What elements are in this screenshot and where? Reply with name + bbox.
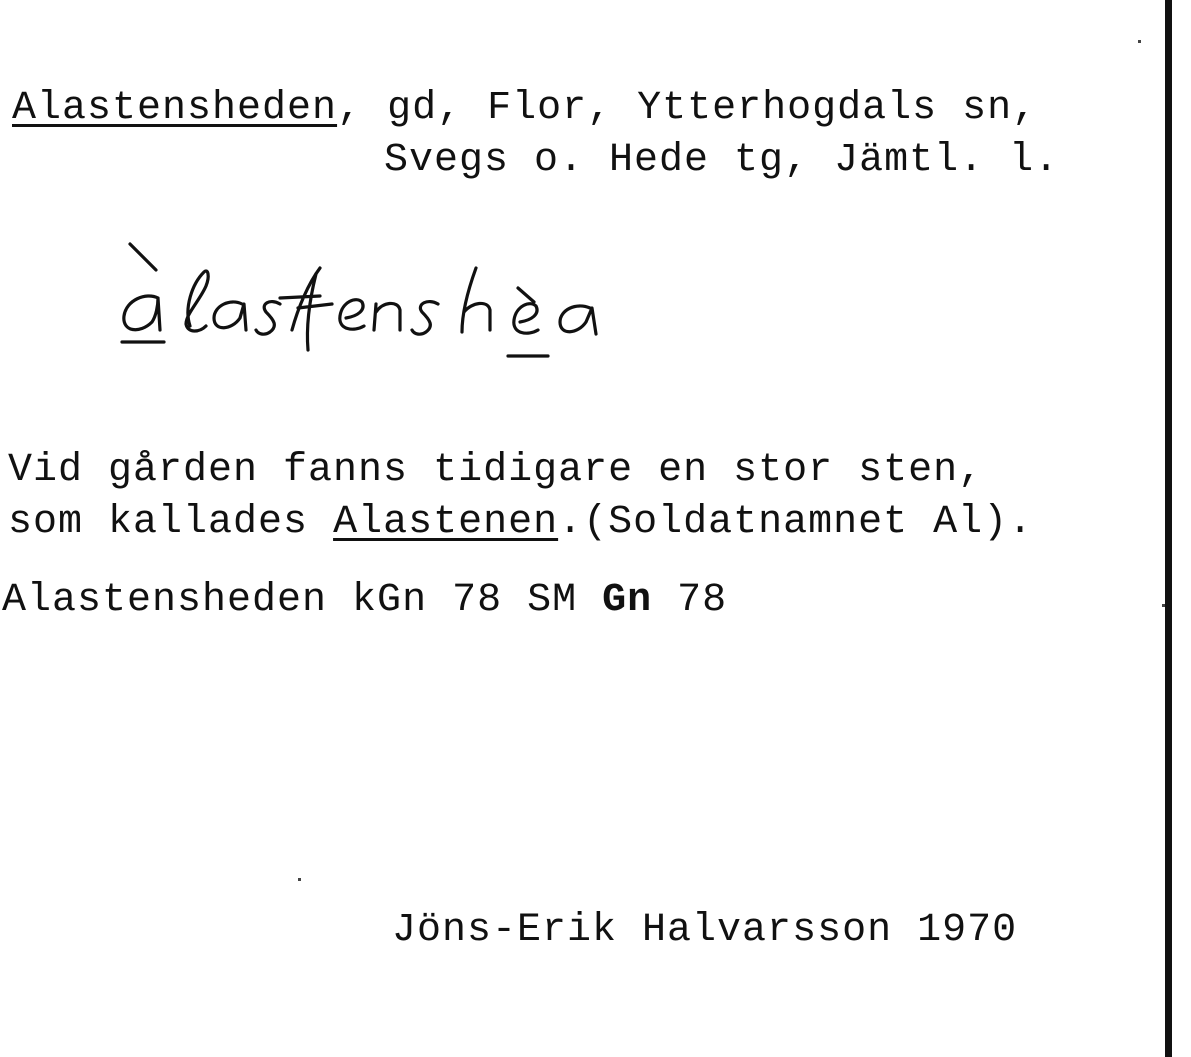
scan-speck (1138, 40, 1141, 43)
headword: Alastensheden (12, 86, 338, 131)
reference-line (2, 578, 727, 624)
scan-speck (298, 878, 301, 881)
card-edge-line (1165, 0, 1172, 1057)
reference-number: 78 (652, 578, 728, 623)
scan-speck (1162, 604, 1165, 607)
reference-text: Alastensheden kGn 78 SM (2, 578, 603, 623)
note-line-2-prefix: som kallades (8, 500, 334, 545)
header-details: , gd, Flor, Ytterhogdals sn, (337, 86, 1038, 131)
reference-bold: Gn (602, 578, 653, 623)
note-line-1: Vid gården fanns tidigare en stor sten, (8, 448, 984, 493)
header-line-2: Svegs o. Hede tg, Jämtl. l. (384, 138, 1060, 183)
soldier-name: Alastenen (333, 500, 559, 545)
handwritten-pronunciation (110, 238, 630, 378)
header-line-1 (12, 86, 1037, 132)
signature: Jöns-Erik Halvarsson 1970 (392, 908, 1018, 953)
note-line-2 (8, 500, 1033, 546)
note-line-2-suffix: .(Soldatnamnet Al). (558, 500, 1034, 545)
